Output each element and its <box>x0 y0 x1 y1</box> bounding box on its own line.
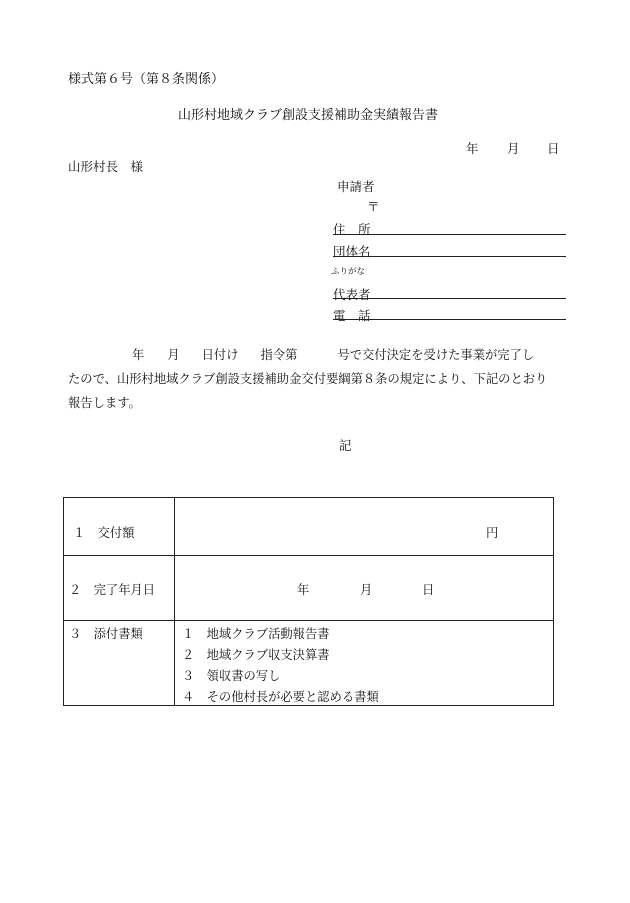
attachment-item: １ 地域クラブ活動報告書 <box>182 627 330 641</box>
completion-day: 日 <box>422 583 435 597</box>
furigana-label: ふりがな <box>331 267 366 277</box>
date-day-label: 日 <box>547 141 560 156</box>
amount-unit: 円 <box>486 526 499 540</box>
form-number: 様式第６号（第８条関係） <box>68 72 225 87</box>
addressee: 山形村長 様 <box>68 159 144 174</box>
group-name-label: 団体名 <box>333 244 371 259</box>
completion-month: 月 <box>360 583 373 597</box>
table-row-label-completion-date: ２ 完了年月日 <box>69 583 156 597</box>
body-month: 月 <box>167 348 180 362</box>
body-line1-rest: 号で交付決定を受けた事業が完了し <box>337 348 535 362</box>
page-title: 山形村地域クラブ創設支援補助金実績報告書 <box>178 108 439 123</box>
paragraph-line-3: 報告します。 <box>68 396 141 410</box>
table-row-label-attachments: ３ 添付書類 <box>69 627 143 641</box>
table-row-divider <box>64 620 553 621</box>
attachment-item: ４ その他村長が必要と認める書類 <box>182 690 379 704</box>
table-row-label-amount: １ 交付額 <box>73 526 135 540</box>
date-month-label: 月 <box>507 141 520 156</box>
body-day-suffix: 日付け <box>201 348 239 362</box>
attachment-item: ２ 地域クラブ収支決算書 <box>182 648 330 662</box>
phone-label: 電 話 <box>333 308 371 323</box>
applicant-heading: 申請者 <box>337 179 375 194</box>
phone-field[interactable] <box>333 319 566 320</box>
representative-label: 代表者 <box>333 287 371 302</box>
body-directive: 指令第 <box>260 348 298 362</box>
attachment-item: ３ 領収書の写し <box>182 669 281 683</box>
body-year: 年 <box>132 348 145 362</box>
representative-field[interactable] <box>333 298 566 299</box>
report-table <box>63 497 554 706</box>
table-column-divider <box>174 498 175 705</box>
paragraph-line-1 <box>68 343 568 367</box>
report-paragraph <box>68 343 568 415</box>
address-label: 住 所 <box>333 222 371 237</box>
table-row-divider <box>64 555 553 556</box>
date-year-label: 年 <box>466 141 479 156</box>
paragraph-line-2: たので、山形村地域クラブ創設支援補助金交付要綱第８条の規定により、下記のとおり <box>68 372 548 386</box>
postal-mark: 〒 <box>367 199 380 214</box>
note-heading: 記 <box>339 438 352 453</box>
address-field[interactable] <box>333 234 566 235</box>
completion-year: 年 <box>297 583 310 597</box>
group-name-field[interactable] <box>333 256 566 257</box>
